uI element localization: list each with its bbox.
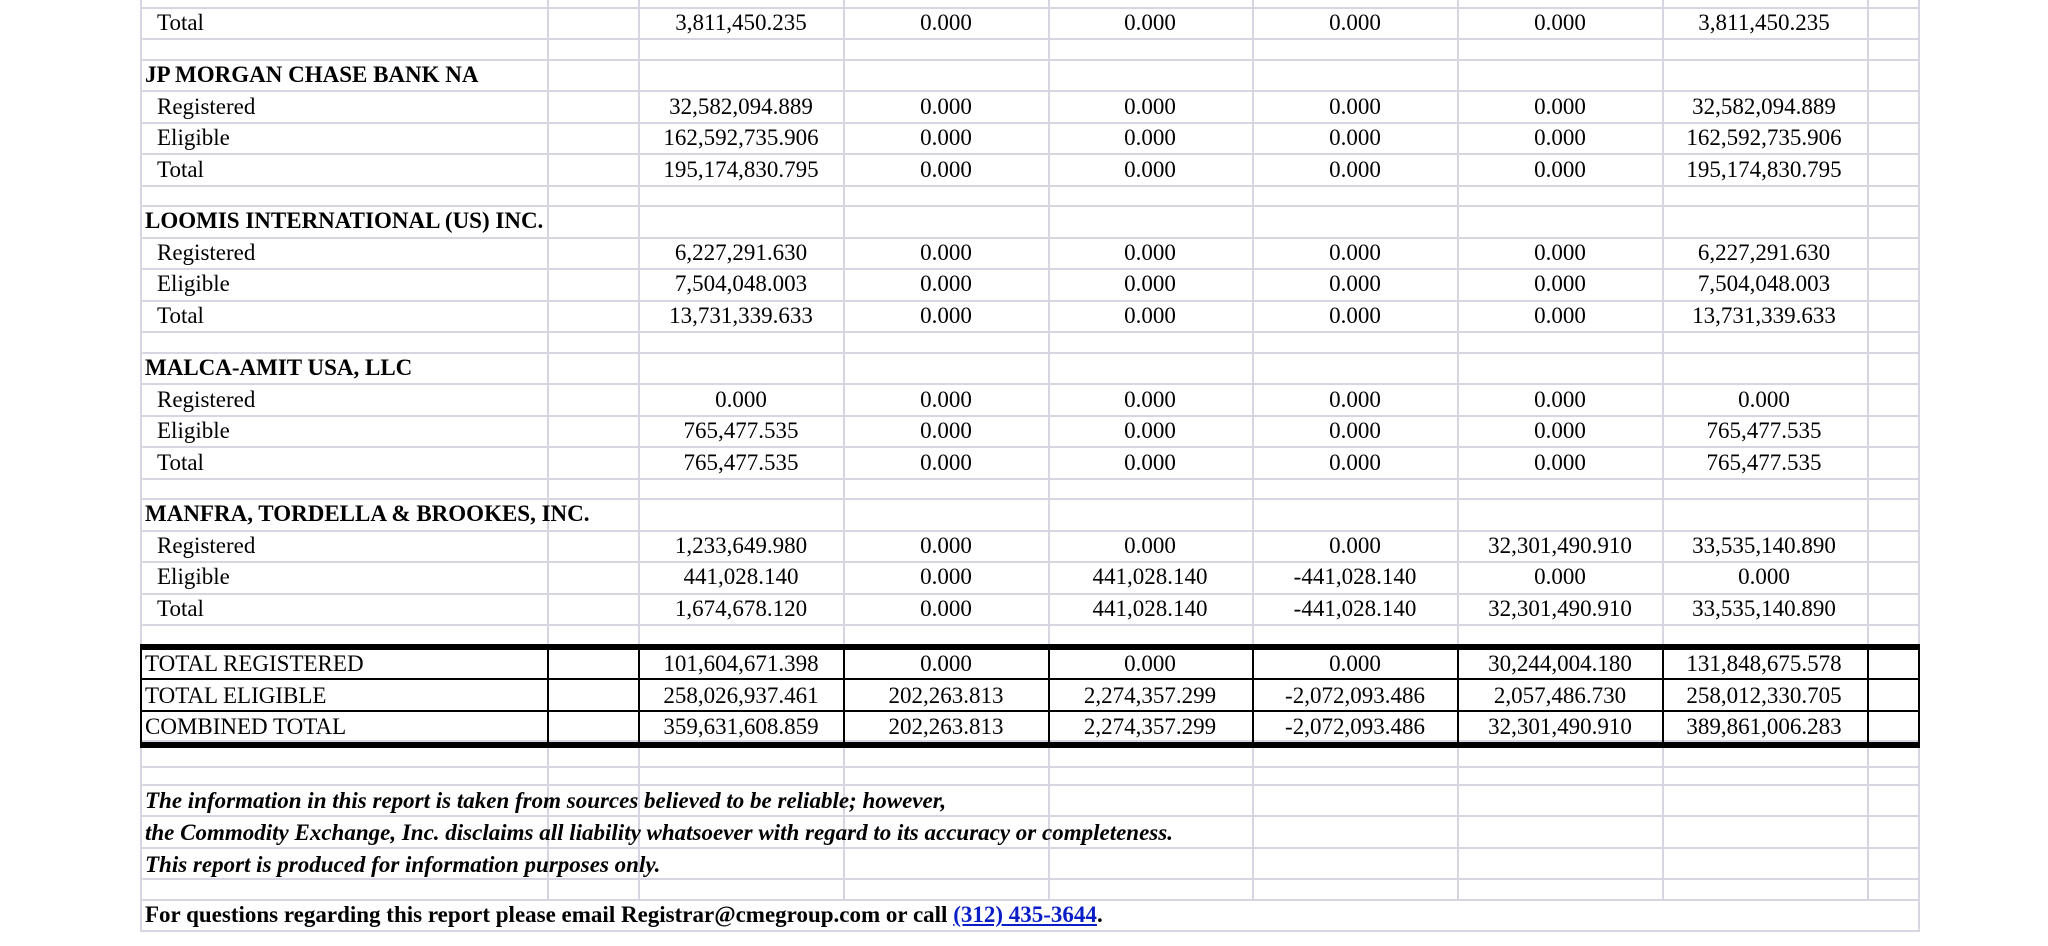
total-row-2-value-col-1: 258,026,937.461: [663, 683, 819, 708]
total-row-2-value-col-6: 258,012,330.705: [1686, 683, 1842, 708]
total-row-3-value-col-4: -2,072,093.486: [1285, 714, 1425, 739]
total-row-1-value-col-5: 30,244,004.180: [1488, 651, 1632, 676]
section-4-row-2-value-col-5: 0.000: [1534, 564, 1586, 590]
top-total-value-col-4: 0.000: [1329, 10, 1381, 35]
section-2-row-1-value-col-4: 0.000: [1329, 239, 1381, 265]
section-3-row-1-value-col-1: 0.000: [715, 386, 767, 412]
section-1-row-1-value-col-1: 32,582,094.889: [669, 93, 813, 119]
section-2-row-2-value-col-1: 7,504,048.003: [674, 271, 808, 297]
total-row-1-value-col-2: 0.000: [920, 651, 972, 676]
section-4-row-1-value-col-4: 0.000: [1329, 532, 1381, 558]
disclaimer-line-3: This report is produced for information purposes only.: [145, 852, 661, 877]
row-label: Total: [157, 10, 204, 35]
section-1-row-2-value-col-3: 0.000: [1124, 125, 1176, 151]
grid-col-line: [140, 0, 142, 930]
section-4-row-3-value-col-5: 32,301,490.910: [1488, 596, 1632, 622]
section-4-row-2-value-col-6: 0.000: [1738, 564, 1790, 590]
row-label: Eligible: [157, 125, 230, 151]
section-1-row-3-value-col-4: 0.000: [1329, 157, 1381, 183]
section-header: LOOMIS INTERNATIONAL (US) INC.: [145, 208, 544, 233]
section-2-row-3-value-col-3: 0.000: [1124, 303, 1176, 329]
totals-col-border: [1867, 646, 1869, 744]
total-row-label: COMBINED TOTAL: [145, 714, 347, 739]
section-2-row-2-value-col-5: 0.000: [1534, 271, 1586, 297]
totals-col-border: [547, 646, 549, 744]
section-2-row-1-value-col-2: 0.000: [920, 239, 972, 265]
section-3-row-2-value-col-4: 0.000: [1329, 418, 1381, 444]
section-3-row-1-value-col-4: 0.000: [1329, 386, 1381, 412]
section-1-row-1-value-col-2: 0.000: [920, 93, 972, 119]
section-3-row-3-value-col-4: 0.000: [1329, 450, 1381, 476]
section-4-row-2-value-col-3: 441,028.140: [1092, 564, 1208, 590]
top-total-value-col-2: 0.000: [920, 10, 972, 35]
section-2-row-1-value-col-1: 6,227,291.630: [674, 239, 808, 265]
total-row-1-value-col-4: 0.000: [1329, 651, 1381, 676]
section-1-row-3-value-col-5: 0.000: [1534, 157, 1586, 183]
grid-row-line: [140, 38, 1920, 40]
section-1-row-3-value-col-2: 0.000: [920, 157, 972, 183]
total-row-label: TOTAL REGISTERED: [145, 651, 364, 676]
total-row-3-value-col-6: 389,861,006.283: [1686, 714, 1842, 739]
contact-period: .: [1096, 902, 1103, 927]
section-3-row-3-value-col-3: 0.000: [1124, 450, 1176, 476]
section-3-row-3-value-col-6: 765,477.535: [1706, 450, 1822, 476]
section-3-row-3-value-col-1: 765,477.535: [683, 450, 799, 476]
disclaimer-line-2: the Commodity Exchange, Inc. disclaims all liability whatsoever with regard to its accuracy or completeness.: [145, 820, 1173, 845]
section-4-row-2-value-col-1: 441,028.140: [683, 564, 799, 590]
grid-row-line: [140, 766, 1920, 768]
contact-text: For questions regarding this report please email Registrar@cmegroup.com or call: [145, 902, 954, 927]
section-1-row-3-value-col-6: 195,174,830.795: [1686, 157, 1842, 183]
section-header: MANFRA, TORDELLA & BROOKES, INC.: [145, 501, 590, 526]
total-row-label: TOTAL ELIGIBLE: [145, 683, 327, 708]
grid-col-line: [1457, 0, 1459, 899]
section-3-row-3-value-col-5: 0.000: [1534, 450, 1586, 476]
section-4-row-1-value-col-1: 1,233,649.980: [674, 532, 808, 558]
phone-link[interactable]: (312) 435-3644: [953, 902, 1097, 927]
section-1-row-1-value-col-5: 0.000: [1534, 93, 1586, 119]
grid-col-line: [638, 0, 640, 899]
section-4-row-3-value-col-2: 0.000: [920, 596, 972, 622]
total-row-2-value-col-2: 202,263.813: [888, 683, 1004, 708]
section-2-row-2-value-col-4: 0.000: [1329, 271, 1381, 297]
total-row-3-value-col-2: 202,263.813: [888, 714, 1004, 739]
section-header: JP MORGAN CHASE BANK NA: [145, 62, 479, 87]
totals-col-border: [1252, 646, 1254, 744]
row-label: Eligible: [157, 564, 230, 590]
top-total-value-col-1: 3,811,450.235: [675, 10, 807, 35]
row-label: Registered: [157, 93, 256, 119]
totals-col-border: [638, 646, 640, 744]
top-total-value-col-6: 3,811,450.235: [1698, 10, 1830, 35]
section-4-row-3-value-col-3: 441,028.140: [1092, 596, 1208, 622]
grid-row-line: [140, 331, 1920, 333]
section-1-row-2-value-col-2: 0.000: [920, 125, 972, 151]
section-3-row-2-value-col-3: 0.000: [1124, 418, 1176, 444]
row-label: Total: [157, 450, 204, 476]
grid-row-line: [140, 930, 1920, 932]
section-1-row-1-value-col-3: 0.000: [1124, 93, 1176, 119]
row-label: Eligible: [157, 418, 230, 444]
section-3-row-2-value-col-5: 0.000: [1534, 418, 1586, 444]
total-row-2-value-col-3: 2,274,357.299: [1083, 683, 1217, 708]
grid-col-line: [1252, 0, 1254, 899]
section-4-row-1-value-col-5: 32,301,490.910: [1488, 532, 1632, 558]
total-row-3-value-col-3: 2,274,357.299: [1083, 714, 1217, 739]
grid-row-line: [140, 478, 1920, 480]
section-2-row-3-value-col-2: 0.000: [920, 303, 972, 329]
section-3-row-3-value-col-2: 0.000: [920, 450, 972, 476]
section-1-row-2-value-col-4: 0.000: [1329, 125, 1381, 151]
total-row-1-value-col-6: 131,848,675.578: [1686, 651, 1842, 676]
section-3-row-1-value-col-3: 0.000: [1124, 386, 1176, 412]
section-2-row-1-value-col-3: 0.000: [1124, 239, 1176, 265]
section-4-row-2-value-col-4: -441,028.140: [1293, 564, 1417, 590]
section-1-row-3-value-col-3: 0.000: [1124, 157, 1176, 183]
row-label: Total: [157, 303, 204, 329]
section-2-row-1-value-col-5: 0.000: [1534, 239, 1586, 265]
section-2-row-3-value-col-5: 0.000: [1534, 303, 1586, 329]
grid-row-line: [140, 185, 1920, 187]
row-label: Total: [157, 157, 204, 183]
section-4-row-3-value-col-6: 33,535,140.890: [1692, 596, 1836, 622]
grid-col-line: [1918, 0, 1920, 930]
disclaimer-line-1: The information in this report is taken from sources believed to be reliable; however,: [145, 788, 947, 813]
totals-col-border: [140, 646, 142, 744]
row-label: Registered: [157, 386, 256, 412]
section-3-row-1-value-col-5: 0.000: [1534, 386, 1586, 412]
section-2-row-2-value-col-3: 0.000: [1124, 271, 1176, 297]
section-4-row-2-value-col-2: 0.000: [920, 564, 972, 590]
section-2-row-2-value-col-2: 0.000: [920, 271, 972, 297]
section-2-row-3-value-col-6: 13,731,339.633: [1692, 303, 1836, 329]
section-1-row-2-value-col-5: 0.000: [1534, 125, 1586, 151]
section-3-row-1-value-col-6: 0.000: [1738, 386, 1790, 412]
section-3-row-2-value-col-6: 765,477.535: [1706, 418, 1822, 444]
section-4-row-1-value-col-2: 0.000: [920, 532, 972, 558]
section-4-row-1-value-col-6: 33,535,140.890: [1692, 532, 1836, 558]
total-row-2-value-col-4: -2,072,093.486: [1285, 683, 1425, 708]
section-3-row-2-value-col-2: 0.000: [920, 418, 972, 444]
section-2-row-3-value-col-1: 13,731,339.633: [669, 303, 813, 329]
section-2-row-1-value-col-6: 6,227,291.630: [1697, 239, 1831, 265]
total-row-1-value-col-1: 101,604,671.398: [663, 651, 819, 676]
totals-border: [140, 742, 1920, 748]
total-row-3-value-col-1: 359,631,608.859: [663, 714, 819, 739]
top-total-value-col-3: 0.000: [1124, 10, 1176, 35]
totals-col-border: [1918, 646, 1920, 744]
top-total-value-col-5: 0.000: [1534, 10, 1586, 35]
section-1-row-1-value-col-6: 32,582,094.889: [1692, 93, 1836, 119]
section-3-row-2-value-col-1: 765,477.535: [683, 418, 799, 444]
section-2-row-2-value-col-6: 7,504,048.003: [1697, 271, 1831, 297]
row-label: Total: [157, 596, 204, 622]
section-header: MALCA-AMIT USA, LLC: [145, 355, 413, 380]
grid-row-line: [140, 624, 1920, 626]
section-2-row-3-value-col-4: 0.000: [1329, 303, 1381, 329]
total-row-2-value-col-5: 2,057,486.730: [1493, 683, 1627, 708]
totals-col-border: [1457, 646, 1459, 744]
grid-col-line: [547, 0, 549, 899]
total-row-3-value-col-5: 32,301,490.910: [1488, 714, 1632, 739]
section-1-row-2-value-col-1: 162,592,735.906: [663, 125, 819, 151]
section-4-row-3-value-col-4: -441,028.140: [1293, 596, 1417, 622]
contact-line: [145, 899, 1103, 930]
total-row-1-value-col-3: 0.000: [1124, 651, 1176, 676]
grid-col-line: [843, 0, 845, 899]
row-label: Registered: [157, 532, 256, 558]
row-label: Eligible: [157, 271, 230, 297]
grid-col-line: [1867, 0, 1869, 899]
section-1-row-2-value-col-6: 162,592,735.906: [1686, 125, 1842, 151]
section-3-row-1-value-col-2: 0.000: [920, 386, 972, 412]
section-1-row-1-value-col-4: 0.000: [1329, 93, 1381, 119]
totals-col-border: [843, 646, 845, 744]
section-1-row-3-value-col-1: 195,174,830.795: [663, 157, 819, 183]
section-4-row-1-value-col-3: 0.000: [1124, 532, 1176, 558]
row-label: Registered: [157, 239, 256, 265]
section-4-row-3-value-col-1: 1,674,678.120: [674, 596, 808, 622]
